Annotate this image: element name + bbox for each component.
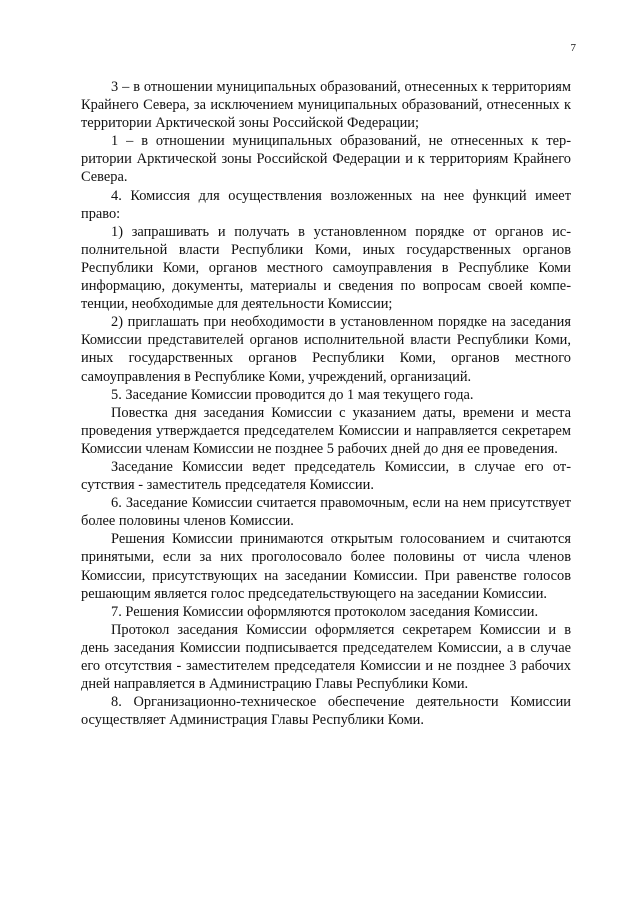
paragraph: 3 – в отношении муниципальных образований, отнесенных к территориям Крайнего Севера, за исключением муниципальных образований, отнесенных к территории Арктической зоны Российской Федерации; (81, 79, 571, 132)
document-body (81, 78, 571, 729)
paragraph: 8. Организационно-техническое обеспечение деятельности Комиссии осуществляет Администрация Главы Республики Коми. (81, 694, 571, 729)
paragraph: 1 – в отношении муниципальных образований, не отнесенных к территории Арктической зоны Российской Федерации и к территориям Крайнего Севера. (81, 133, 571, 186)
paragraph: Заседание Комиссии ведет председатель Комиссии, в случае его отсутствия - заместитель председателя Комиссии. (81, 458, 571, 494)
page-number: 7 (570, 42, 576, 54)
paragraph: 4. Комиссия для осуществления возложенных на нее функций имеет право: (81, 187, 571, 222)
paragraph: 5. Заседание Комиссии проводится до 1 мая текущего года. (111, 386, 474, 403)
paragraph: Повестка дня заседания Комиссии с указанием даты, времени и места проведения утверждается председателем Комиссии и направляется секретарем Комиссии членам Комиссии не позднее 5 рабочих дней до дня ее проведения. (81, 404, 571, 457)
paragraph: Решения Комиссии принимаются открытым голосованием и считаются принятыми, если за них проголосовало более половины от числа членов Комиссии, присутствующих на заседании Комиссии. При равенстве голосов решающим является голос председательствующего на заседании Комиссии. (81, 531, 571, 602)
paragraph: 1) запрашивать и получать в установленном порядке от органов исполнительной власти Республики Коми, иных государственных органов Республики Коми, органов местного самоуправления в Республике Коми информацию, документы, материалы и сведения по вопросам своей компетенции, необходимые для деятельности Комиссии; (81, 223, 571, 313)
paragraph: 2) приглашать при необходимости в установленном порядке на заседания Комиссии представителей органов исполнительной власти Республики Коми, иных государственных органов Республики Коми, органов местного самоуправления в Республике Коми, учреждений, организаций. (81, 314, 571, 385)
paragraph: 7. Решения Комиссии оформляются протоколом заседания Комиссии. (111, 603, 539, 620)
paragraph: Протокол заседания Комиссии оформляется секретарем Комиссии и в день заседания Комиссии подписывается председателем Комиссии, а в случае его отсутствия - заместителем председателя Комиссии и не позднее 3 рабочих дней направляется в Администрацию Главы Республики Коми. (81, 621, 571, 693)
paragraph: 6. Заседание Комиссии считается правомочным, если на нем присутствует более половины членов Комиссии. (81, 495, 571, 530)
